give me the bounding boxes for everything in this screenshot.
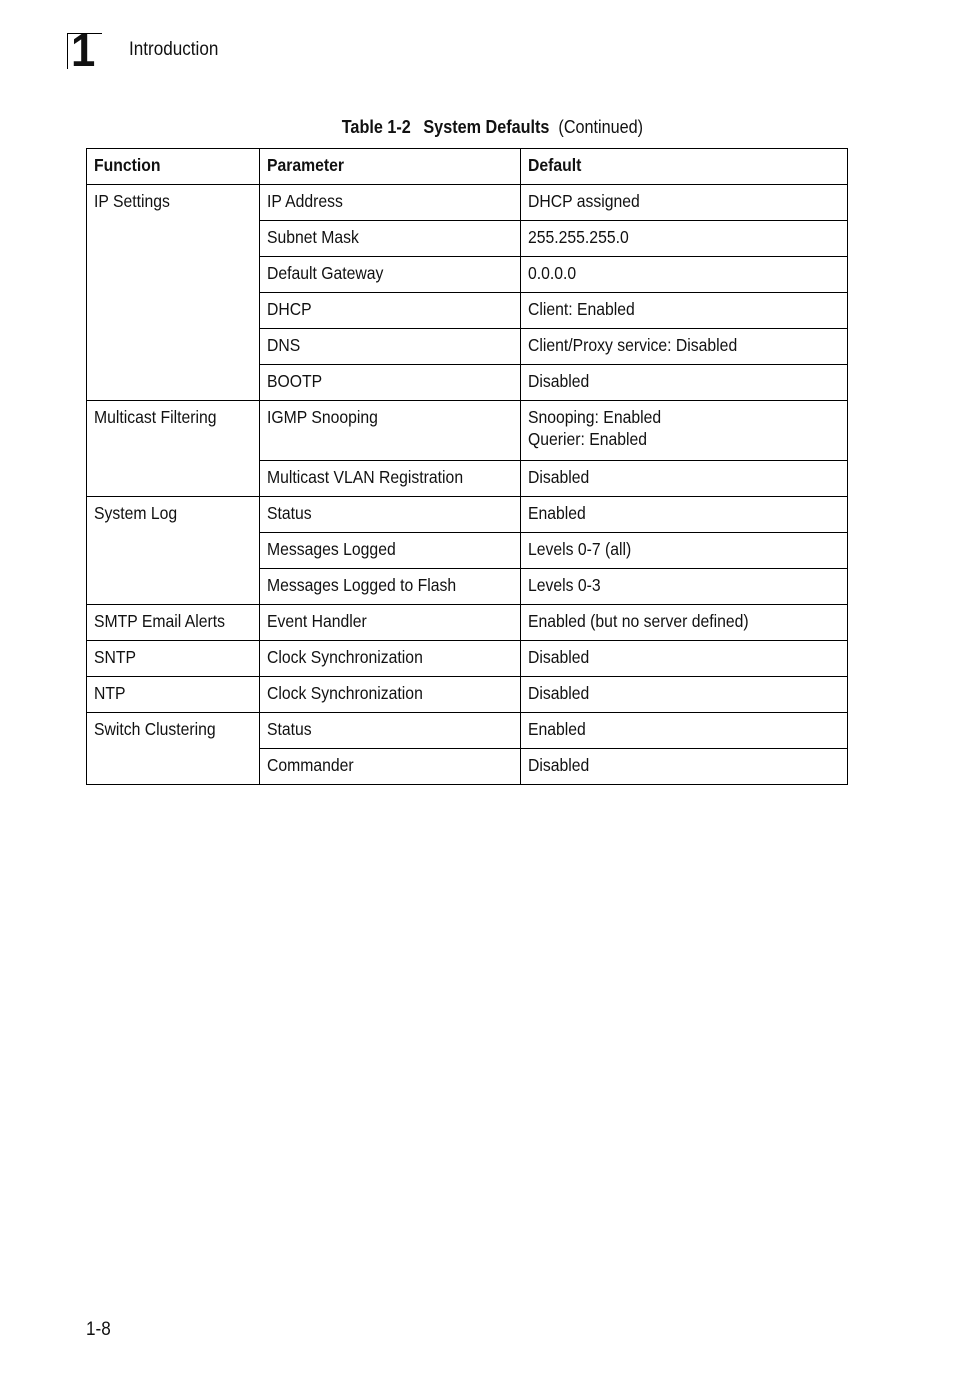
column-header-parameter: Parameter	[259, 149, 520, 185]
default-cell: Client: Enabled	[520, 293, 847, 329]
chapter-title: Introduction	[129, 39, 219, 60]
parameter-cell: Commander	[259, 749, 520, 785]
chapter-mark	[67, 24, 103, 76]
default-cell: Enabled	[520, 497, 847, 533]
parameter-cell: Default Gateway	[259, 257, 520, 293]
parameter-cell: IP Address	[259, 185, 520, 221]
parameter-cell: Multicast VLAN Registration	[259, 461, 520, 497]
default-cell: DHCP assigned	[520, 185, 847, 221]
parameter-cell: Messages Logged to Flash	[259, 569, 520, 605]
parameter-cell: Status	[259, 497, 520, 533]
parameter-cell: Subnet Mask	[259, 221, 520, 257]
table-row	[87, 401, 848, 461]
table-header-row	[87, 149, 848, 185]
default-cell: Disabled	[520, 641, 847, 677]
table-caption-label: Table 1-2	[341, 117, 411, 137]
parameter-cell: DHCP	[259, 293, 520, 329]
default-cell: Client/Proxy service: Disabled	[520, 329, 847, 365]
function-cell: SNTP	[87, 641, 260, 677]
default-cell: Snooping: Enabled Querier: Enabled	[520, 401, 847, 461]
parameter-cell: BOOTP	[259, 365, 520, 401]
default-cell: Disabled	[520, 749, 847, 785]
table-row	[87, 185, 848, 221]
table-row	[87, 641, 848, 677]
default-cell: Levels 0-3	[520, 569, 847, 605]
parameter-cell: Clock Synchronization	[259, 677, 520, 713]
default-cell: Disabled	[520, 461, 847, 497]
system-defaults-table	[86, 148, 848, 785]
default-cell: Disabled	[520, 677, 847, 713]
column-header-function: Function	[87, 149, 260, 185]
function-cell: Multicast Filtering	[87, 401, 260, 497]
page-number: 1-8	[86, 1319, 111, 1340]
default-cell: Levels 0-7 (all)	[520, 533, 847, 569]
table-caption-title: System Defaults	[422, 117, 550, 137]
table-row	[87, 713, 848, 749]
default-cell: Disabled	[520, 365, 847, 401]
chapter-number: 1	[71, 24, 96, 76]
table-caption	[0, 115, 954, 139]
parameter-cell: Event Handler	[259, 605, 520, 641]
parameter-cell: IGMP Snooping	[259, 401, 520, 461]
parameter-cell: Clock Synchronization	[259, 641, 520, 677]
function-cell: SMTP Email Alerts	[87, 605, 260, 641]
column-header-default: Default	[520, 149, 847, 185]
chapter-mark-rule-vertical	[67, 33, 68, 69]
table-row	[87, 605, 848, 641]
default-cell: Enabled	[520, 713, 847, 749]
default-cell: Enabled (but no server defined)	[520, 605, 847, 641]
table-row	[87, 677, 848, 713]
table-row	[87, 497, 848, 533]
parameter-cell: Status	[259, 713, 520, 749]
function-cell: Switch Clustering	[87, 713, 260, 785]
function-cell: System Log	[87, 497, 260, 605]
default-cell: 255.255.255.0	[520, 221, 847, 257]
parameter-cell: DNS	[259, 329, 520, 365]
function-cell: NTP	[87, 677, 260, 713]
table-caption-suffix: (Continued)	[558, 117, 643, 137]
function-cell: IP Settings	[87, 185, 260, 401]
default-cell: 0.0.0.0	[520, 257, 847, 293]
parameter-cell: Messages Logged	[259, 533, 520, 569]
